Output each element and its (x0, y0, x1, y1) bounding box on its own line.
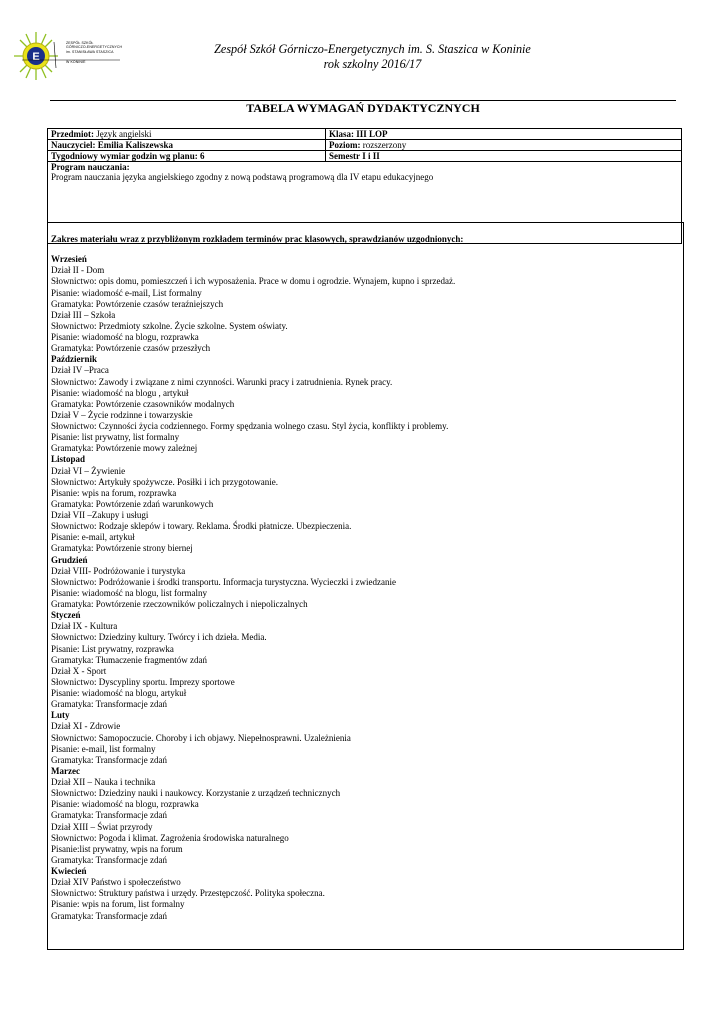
list-item: Gramatyka: Powtórzenie czasów teraźniejszych (51, 298, 224, 309)
list-item: Dział VIII- Podróżowanie i turystyka (51, 565, 186, 576)
school-name: Zespół Szkół Górniczo-Energetycznych im. S. Staszica w Koninie (214, 42, 531, 56)
teacher-cell (48, 140, 326, 151)
logo-line-4: W KONINIE (66, 60, 86, 65)
list-item: Gramatyka: Powtórzenie rzeczowników policzalnych i niepoliczalnych (51, 599, 308, 609)
info-row (48, 129, 682, 140)
list-item: Gramatyka: Powtórzenie czasowników modalnych (51, 398, 235, 409)
list-item: Słownictwo: Dziedziny kultury. Twórcy i ich dzieła. Media. (51, 632, 267, 643)
logo-line-2: GÓRNICZO-ENERGETYCZNYCH (66, 45, 123, 50)
list-item: Gramatyka: Transformacje zdań (51, 810, 167, 821)
list-item: Słownictwo: Pogoda i klimat. Zagrożenia środowiska naturalnego (51, 832, 289, 843)
hours-value: 6 (199, 151, 205, 161)
list-item: Gramatyka: Powtórzenie strony biernej (51, 543, 193, 554)
hours-cell (48, 151, 326, 162)
semester-value: I i II (362, 151, 380, 161)
list-item: Dział VII –Zakupy i usługi (51, 510, 149, 520)
class-cell (326, 129, 682, 140)
list-item: Słownictwo: Czynności życia codziennego. Formy spędzania wolnego czasu. Styl życia, konflikty i problemy. (51, 421, 449, 431)
month-heading: Luty (51, 710, 70, 721)
hours-label: Tygodniowy wymiar godzin wg planu: (51, 151, 198, 161)
teacher-value: Emilia Kaliszewska (97, 140, 173, 150)
list-item: Pisanie: wiadomość na blogu, rozprawka (51, 332, 199, 342)
list-item: Dział XI - Zdrowie (51, 721, 121, 732)
logo-line-1: ZESPÓŁ SZKÓŁ (66, 41, 94, 45)
month-heading: Grudzień (51, 554, 88, 565)
list-item: Gramatyka: Transformacje zdań (51, 910, 167, 921)
list-item: Dział VI – Żywienie (51, 465, 126, 476)
level-label: Poziom: (329, 140, 361, 150)
month-heading: Październik (51, 354, 97, 365)
semester-label: Semestr (329, 151, 360, 161)
level-cell (326, 140, 682, 151)
subject-cell (48, 129, 326, 140)
svg-text:E: E (32, 51, 40, 63)
list-item: Słownictwo: Samopoczucie. Choroby i ich objawy. Niepełnosprawni. Uzależnienia (51, 732, 351, 743)
school-year: rok szkolny 2016/17 (323, 57, 422, 71)
list-item: Dział XIII – Świat przyrody (51, 821, 153, 832)
program-label: Program nauczania: (51, 162, 130, 172)
list-item: Gramatyka: Powtórzenie zdań warunkowych (51, 498, 214, 509)
list-item: Gramatyka: Transformacje zdań (51, 699, 167, 710)
list-item: Słownictwo: Rodzaje sklepów i towary. Reklama. Środki płatnicze. Ubezpieczenia. (51, 521, 352, 532)
list-item: Słownictwo: Struktury państwa i urzędy. Przestępczość. Polityka społeczna. (51, 888, 325, 899)
list-item: Gramatyka: Transformacje zdań (51, 754, 167, 765)
list-item: Pisanie: wpis na forum, list formalny (51, 899, 185, 910)
month-heading: Styczeń (51, 610, 81, 621)
month-heading: Kwiecień (51, 866, 87, 876)
list-item: Pisanie: wiadomość na blogu, list formalny (51, 587, 207, 598)
list-item: Pisanie: wiadomość na blogu, artykuł (51, 688, 187, 698)
document-title: TABELA WYMAGAŃ DYDAKTYCZNYCH (246, 101, 480, 115)
list-item: Pisanie: e-mail, list formalny (51, 743, 156, 754)
scope-section (47, 222, 684, 950)
logo-text (66, 41, 126, 65)
list-item: Dział IX - Kultura (51, 621, 118, 632)
list-item: Słownictwo: opis domu, pomieszczeń i ich wyposażenia. Prace w domu i ogrodzie. Wynajem, kupno i sprzedaż. (51, 276, 456, 287)
info-row (48, 151, 682, 162)
teacher-label: Nauczyciel: (51, 140, 96, 150)
scope-heading: Zakres materiału wraz z przybliżonym rozkładem terminów prac klasowych, sprawdzianów uzgodnionych: (51, 234, 464, 244)
list-item: Pisanie:list prywatny, wpis na forum (51, 843, 183, 854)
list-item: Słownictwo: Artykuły spożywcze. Posiłki i ich przygotowanie. (51, 476, 278, 487)
school-header (185, 42, 560, 72)
list-item: Gramatyka: Powtórzenie czasów przeszłych (51, 343, 211, 354)
logo-line-3: im. STANISŁAWA STASZICA (66, 49, 114, 54)
month-heading: Marzec (51, 765, 80, 776)
list-item: Pisanie: List prywatny, rozprawka (51, 643, 174, 654)
list-item: Słownictwo: Dziedziny nauki i naukowcy. Korzystanie z urządzeń technicznych (51, 788, 341, 799)
semester-cell (326, 151, 682, 162)
list-item: Dział II - Dom (51, 265, 105, 276)
scope-lines (51, 254, 680, 922)
list-item: Słownictwo: Przedmioty szkolne. Życie szkolne. System oświaty. (51, 320, 288, 331)
subject-label: Przedmiot: (51, 129, 94, 139)
list-item: Dział XIV Państwo i społeczeństwo (51, 877, 181, 888)
list-item: Pisanie: wiadomość na blogu , artykuł (51, 387, 189, 398)
list-item: Słownictwo: Podróżowanie i środki transportu. Informacja turystyczna. Wycieczki i zwiedzanie (51, 576, 396, 587)
list-item: Słownictwo: Dyscypliny sportu. Imprezy sportowe (51, 676, 235, 687)
list-item: Dział IV –Praca (51, 365, 109, 376)
list-item: Gramatyka: Powtórzenie mowy zależnej (51, 443, 198, 454)
list-item: Dział XII – Nauka i technika (51, 777, 156, 787)
list-item: Pisanie: wiadomość e-mail, List formalny (51, 287, 202, 298)
month-heading: Listopad (51, 454, 86, 465)
list-item: Pisanie: list prywatny, list formalny (51, 432, 180, 443)
list-item: Dział V – Życie rodzinne i towarzyskie (51, 409, 193, 420)
subject-value: Język angielski (96, 129, 152, 139)
list-item: Pisanie: e-mail, artykuł (51, 532, 135, 543)
list-item: Pisanie: wpis na forum, rozprawka (51, 487, 177, 498)
program-value: Program nauczania języka angielskiego zgodny z nową podstawą programową dla IV etapu edukacyjnego (51, 172, 434, 182)
list-item: Gramatyka: Tłumaczenie fragmentów zdań (51, 654, 208, 665)
list-item: Słownictwo: Zawody i związane z nimi czynności. Warunki pracy i zatrudnienia. Rynek pracy. (51, 376, 393, 387)
list-item: Pisanie: wiadomość na blogu, rozprawka (51, 799, 199, 810)
info-row (48, 140, 682, 151)
month-heading: Wrzesień (51, 254, 87, 265)
class-label: Klasa: (329, 129, 355, 139)
class-value: III LOP (356, 129, 388, 139)
level-value: rozszerzony (362, 140, 407, 150)
list-item: Gramatyka: Transformacje zdań (51, 854, 167, 865)
list-item: Dział X - Sport (51, 665, 107, 676)
list-item: Dział III – Szkoła (51, 309, 116, 320)
